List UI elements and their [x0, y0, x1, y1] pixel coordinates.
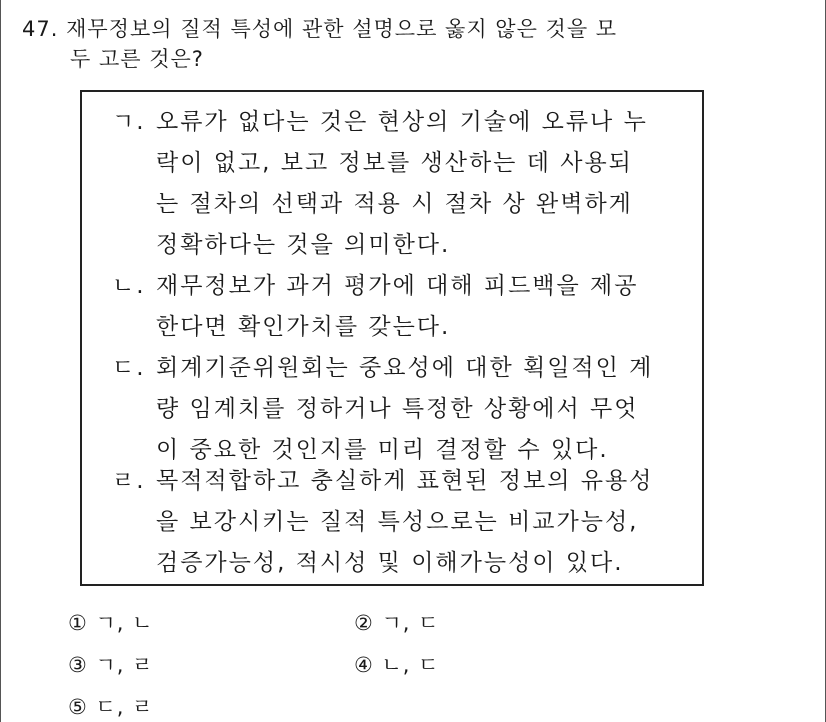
- left-border-line: [0, 0, 1, 722]
- statement-text: 검증가능성, 적시성 및 이해가능성이 있다.: [156, 550, 624, 576]
- statement-text: 락이 없고, 보고 정보를 생산하는 데 사용되: [156, 150, 633, 176]
- question-text-2: 두 고른 것은?: [70, 47, 204, 71]
- choice-5[interactable]: ⑤ ㄷ, ㄹ: [68, 695, 154, 719]
- question-line-1: [22, 14, 762, 44]
- choice-3[interactable]: ③ ㄱ, ㄹ: [68, 653, 154, 677]
- statement-marker: ㄹ.: [112, 468, 146, 494]
- statement-text: 회계기준위원회는 중요성에 대한 획일적인 계: [156, 355, 654, 381]
- choice-1[interactable]: ① ㄱ, ㄴ: [68, 611, 154, 635]
- statement-text: 는 절차의 선택과 적용 시 절차 상 완벽하게: [156, 191, 633, 217]
- statement-text: 목적적합하고 충실하게 표현된 정보의 유용성: [156, 468, 654, 494]
- statement-text: 재무정보가 과거 평가에 대해 피드백을 제공: [156, 273, 639, 299]
- statement-text: 을 보강시키는 질적 특성으로는 비교가능성,: [156, 509, 639, 535]
- statement-marker: ㄱ.: [112, 109, 146, 135]
- statement-item-1: [112, 102, 692, 266]
- statement-item-4: [112, 461, 692, 584]
- statement-text: 정확하다는 것을 의미한다.: [156, 232, 451, 258]
- statement-text: 한다면 확인가치를 갖는다.: [156, 314, 451, 340]
- statement-text: 량 임계치를 정하거나 특정한 상황에서 무엇: [156, 396, 639, 422]
- statement-box: [80, 90, 704, 586]
- statement-text: 오류가 없다는 것은 현상의 기술에 오류나 누: [156, 109, 648, 135]
- question-number: 47.: [22, 17, 59, 41]
- statement-marker: ㄷ.: [112, 355, 146, 381]
- choice-4[interactable]: ④ ㄴ, ㄷ: [354, 653, 440, 677]
- choice-2[interactable]: ② ㄱ, ㄷ: [354, 611, 440, 635]
- statement-text: 이 중요한 것인지를 미리 결정할 수 있다.: [156, 437, 609, 463]
- statement-item-2: [112, 266, 692, 348]
- statement-item-3: [112, 348, 692, 471]
- question-text-1: 재무정보의 질적 특성에 관한 설명으로 옳지 않은 것을 모: [66, 17, 618, 41]
- statement-marker: ㄴ.: [112, 273, 146, 299]
- question-stem: [22, 14, 762, 74]
